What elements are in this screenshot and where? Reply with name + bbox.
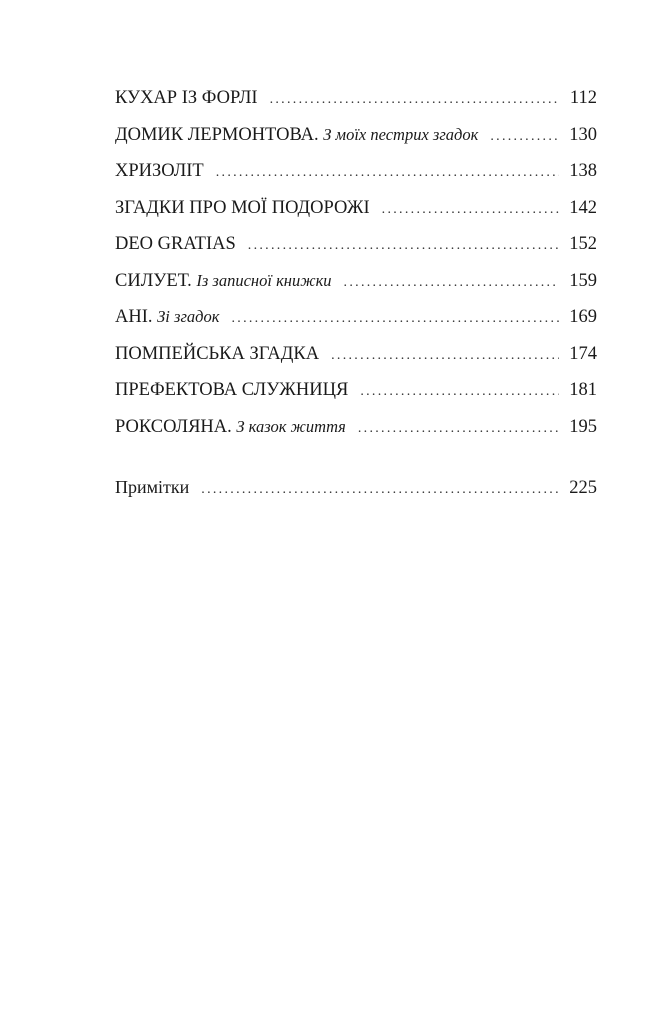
dot-leader	[248, 232, 559, 260]
toc-entry-title	[115, 340, 319, 368]
toc-entry-notes[interactable]	[115, 473, 597, 510]
toc-entry-page-number: 142	[569, 197, 597, 218]
toc-entry-title	[115, 157, 204, 185]
toc-entry[interactable]	[115, 303, 597, 340]
toc-entry-main-title: РОКСОЛЯНА.	[115, 416, 232, 437]
toc-entry-title	[115, 376, 348, 404]
dot-leader	[490, 123, 559, 151]
toc-entry-main-title: АНІ.	[115, 307, 153, 327]
toc-entry[interactable]	[115, 376, 597, 413]
dot-leader	[231, 305, 559, 333]
toc-entry-subtitle: З казок життя	[236, 416, 346, 436]
toc-entry-subtitle: З моїх пестрих згадок	[323, 124, 479, 144]
toc-entry[interactable]	[115, 84, 597, 121]
toc-entry-main-title: ДОМИК ЛЕРМОНТОВА.	[115, 124, 319, 145]
toc-entry-main-title: КУХАР ІЗ ФОРЛІ	[115, 88, 258, 108]
dot-leader	[201, 476, 559, 504]
toc-entry-title	[115, 267, 332, 295]
toc-entry-page-number: 112	[569, 88, 597, 108]
dot-leader	[331, 342, 559, 370]
toc-entry-main-title: DEO GRATIAS	[115, 234, 236, 254]
dot-leader	[358, 415, 559, 443]
toc-entry-subtitle: Зі згадок	[157, 307, 220, 326]
toc-entry-page-number: 138	[569, 161, 597, 181]
toc-entry-main-title: ПОМПЕЙСЬКА ЗГАДКА	[115, 343, 320, 364]
toc-entry-page-number: 181	[569, 380, 597, 400]
dot-leader	[270, 86, 559, 114]
toc-entry-title	[115, 473, 189, 502]
toc-entry-page-number: 152	[569, 234, 597, 254]
toc-entry-title	[115, 84, 258, 112]
toc-entry-page-number: 159	[569, 270, 597, 291]
table-of-contents	[115, 84, 597, 510]
toc-entry-page-number: 225	[569, 478, 597, 498]
toc-entry-title	[115, 230, 236, 258]
toc-entry[interactable]	[115, 194, 597, 231]
toc-entry-subtitle: Із записної книжки	[196, 270, 332, 290]
toc-entry-main-title: Примітки	[115, 477, 190, 497]
toc-entry[interactable]	[115, 157, 597, 194]
toc-entry-main-title: ПРЕФЕКТОВА СЛУЖНИЦЯ	[115, 380, 349, 400]
dot-leader	[382, 196, 559, 224]
toc-entry[interactable]	[115, 340, 597, 377]
toc-entry-page-number: 169	[569, 307, 597, 327]
toc-entry-title	[115, 303, 219, 331]
toc-entry-main-title: ЗГАДКИ ПРО МОЇ ПОДОРОЖІ	[115, 197, 370, 218]
toc-entry-title	[115, 121, 478, 149]
toc-entry[interactable]	[115, 267, 597, 304]
toc-entry-title	[115, 413, 346, 441]
toc-entry[interactable]	[115, 121, 597, 158]
toc-entry-main-title: СИЛУЕТ.	[115, 270, 192, 291]
dot-leader	[344, 269, 559, 297]
toc-entry-title	[115, 194, 370, 222]
dot-leader	[360, 378, 559, 406]
toc-entry-page-number: 195	[569, 416, 597, 437]
toc-entry[interactable]	[115, 230, 597, 267]
toc-entry-main-title: ХРИЗОЛІТ	[115, 161, 204, 181]
toc-entry[interactable]	[115, 413, 597, 450]
dot-leader	[216, 159, 559, 187]
toc-entry-page-number: 130	[569, 124, 597, 145]
toc-entry-page-number: 174	[569, 343, 597, 364]
